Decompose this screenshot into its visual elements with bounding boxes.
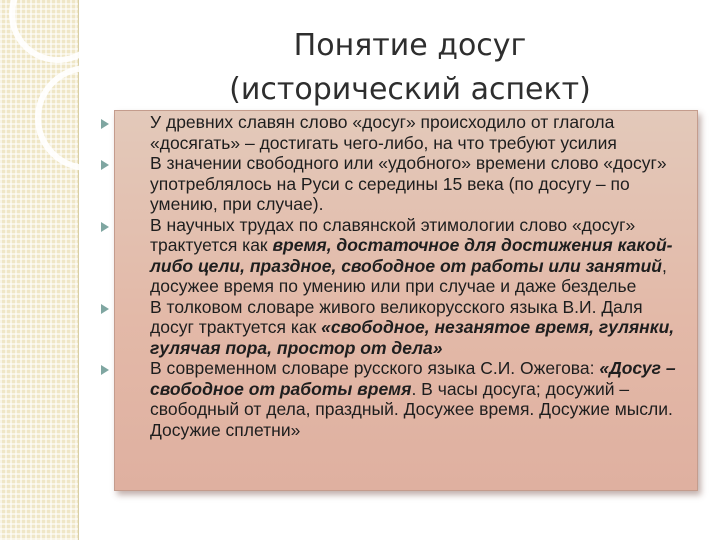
bullet-item (114, 215, 698, 297)
bullet-text: В научных трудах по славянской этимологии слово «досуг» трактуется как (150, 214, 636, 255)
bullet-item (114, 112, 698, 153)
bullet-triangle-icon (101, 160, 109, 170)
slide-title-line-2: (исторический аспект) (229, 72, 591, 107)
bullet-emphasis-text: «Досуг – свободное от работы время (150, 358, 676, 399)
bullet-triangle-icon (101, 119, 109, 129)
slide-title (150, 24, 670, 112)
bullet-text: У древних славян слово «досуг» происходило от глагола «досягать» – достигать чего-либо, на что требуют усилия (150, 112, 617, 153)
slide-title-line-1: Понятие досуг (293, 28, 527, 63)
bullet-triangle-icon (101, 222, 109, 232)
decorative-circles (0, 0, 120, 200)
bullet-text: , досужее время по умению или при случае и даже безделье (150, 255, 667, 296)
bullet-text: В современном словаре русского языка С.И. Ожегова: (150, 358, 600, 378)
bullet-text: В значении свободного или «удобного» времени слово «досуг» употреблялось на Руси с середины 15 века (по досугу – по умению, при случае). (150, 153, 667, 214)
bullet-list (114, 112, 698, 440)
bullet-text: . В часы досуга; досужий – свободный от дела, праздный. Досужее время. Досужие мысли. Досужие сплетни» (150, 378, 673, 440)
bullet-item (114, 153, 698, 215)
bullet-triangle-icon (101, 304, 109, 314)
bullet-item (114, 358, 698, 440)
bullet-text: В толковом словаре живого великорусского языка В.И. Даля досуг трактуется как (150, 296, 643, 337)
bullet-emphasis-text: время, достаточное для достижения какой-либо цели, праздное, свободное от работы или занятий (150, 235, 673, 276)
bullet-triangle-icon (101, 365, 109, 375)
bullet-item (114, 297, 698, 359)
bullet-emphasis-text: «свободное, незанятое время, гулянки, гулячая пора, простор от дела» (150, 317, 675, 358)
